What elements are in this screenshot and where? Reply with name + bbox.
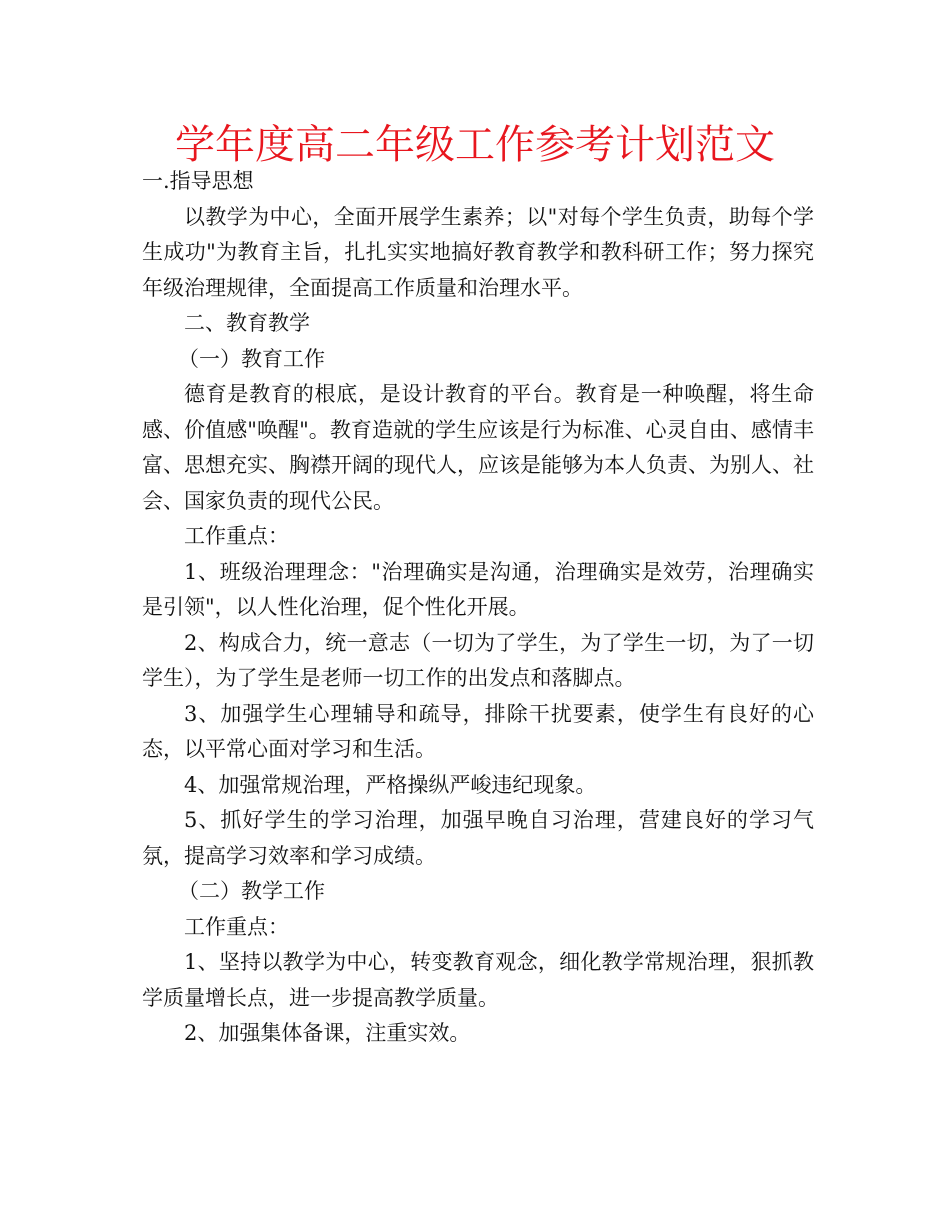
list-item-1: 1、班级治理理念："治理确实是沟通，治理确实是效劳，治理确实是引领"，以人性化治理，促个性化开展。 xyxy=(142,559,814,619)
section-heading-guiding-ideology: 一.指导思想 xyxy=(142,169,254,193)
list-item-2: 2、构成合力，统一意志（一切为了学生，为了学生一切，为了一切学生），为了学生是老师一切工作的出发点和落脚点。 xyxy=(142,630,814,690)
label-work-focus-teaching: 工作重点： xyxy=(184,914,289,939)
list-item-5: 5、抓好学生的学习治理，加强早晚自习治理，营建良好的学习气氛，提高学习效率和学习成绩。 xyxy=(142,808,814,868)
teaching-list-item-2: 2、加强集体备课，注重实效。 xyxy=(184,1021,471,1045)
list-item-4: 4、加强常规治理，严格操纵严峻违纪现象。 xyxy=(184,772,597,797)
list-item-3: 3、加强学生心理辅导和疏导，排除干扰要素，使学生有良好的心态，以平常心面对学习和生活。 xyxy=(142,701,814,761)
label-work-focus: 工作重点： xyxy=(184,524,289,548)
teaching-list-item-1: 1、坚持以教学为中心，转变教育观念，细化教学常规治理，狠抓教学质量增长点，进一步提高教学质量。 xyxy=(142,950,814,1010)
subsection-heading-education-work: （一）教育工作 xyxy=(178,346,325,371)
paragraph-guiding-ideology: 以教学为中心，全面开展学生素养；以"对每个学生负责，助每个学生成功"为教育主旨，扎扎实实地搞好教育教学和教科研工作；努力探究年级治理规律，全面提高工作质量和治理水平。 xyxy=(142,204,814,300)
document-body xyxy=(142,164,814,1052)
paragraph-moral-education: 德育是教育的根底，是设计教育的平台。教育是一种唤醒，将生命感、价值感"唤醒"。教育造就的学生应该是行为标准、心灵自由、感情丰富、思想充实、胸襟开阔的现代人，应该是能够为本人负责、为别人、社会、国家负责的现代公民。 xyxy=(142,382,814,513)
subsection-heading-teaching-work: （二）教学工作 xyxy=(178,879,325,903)
document-title: 学年度高二年级工作参考计划范文 xyxy=(175,122,775,168)
section-heading-education-teaching: 二、教育教学 xyxy=(184,311,310,335)
